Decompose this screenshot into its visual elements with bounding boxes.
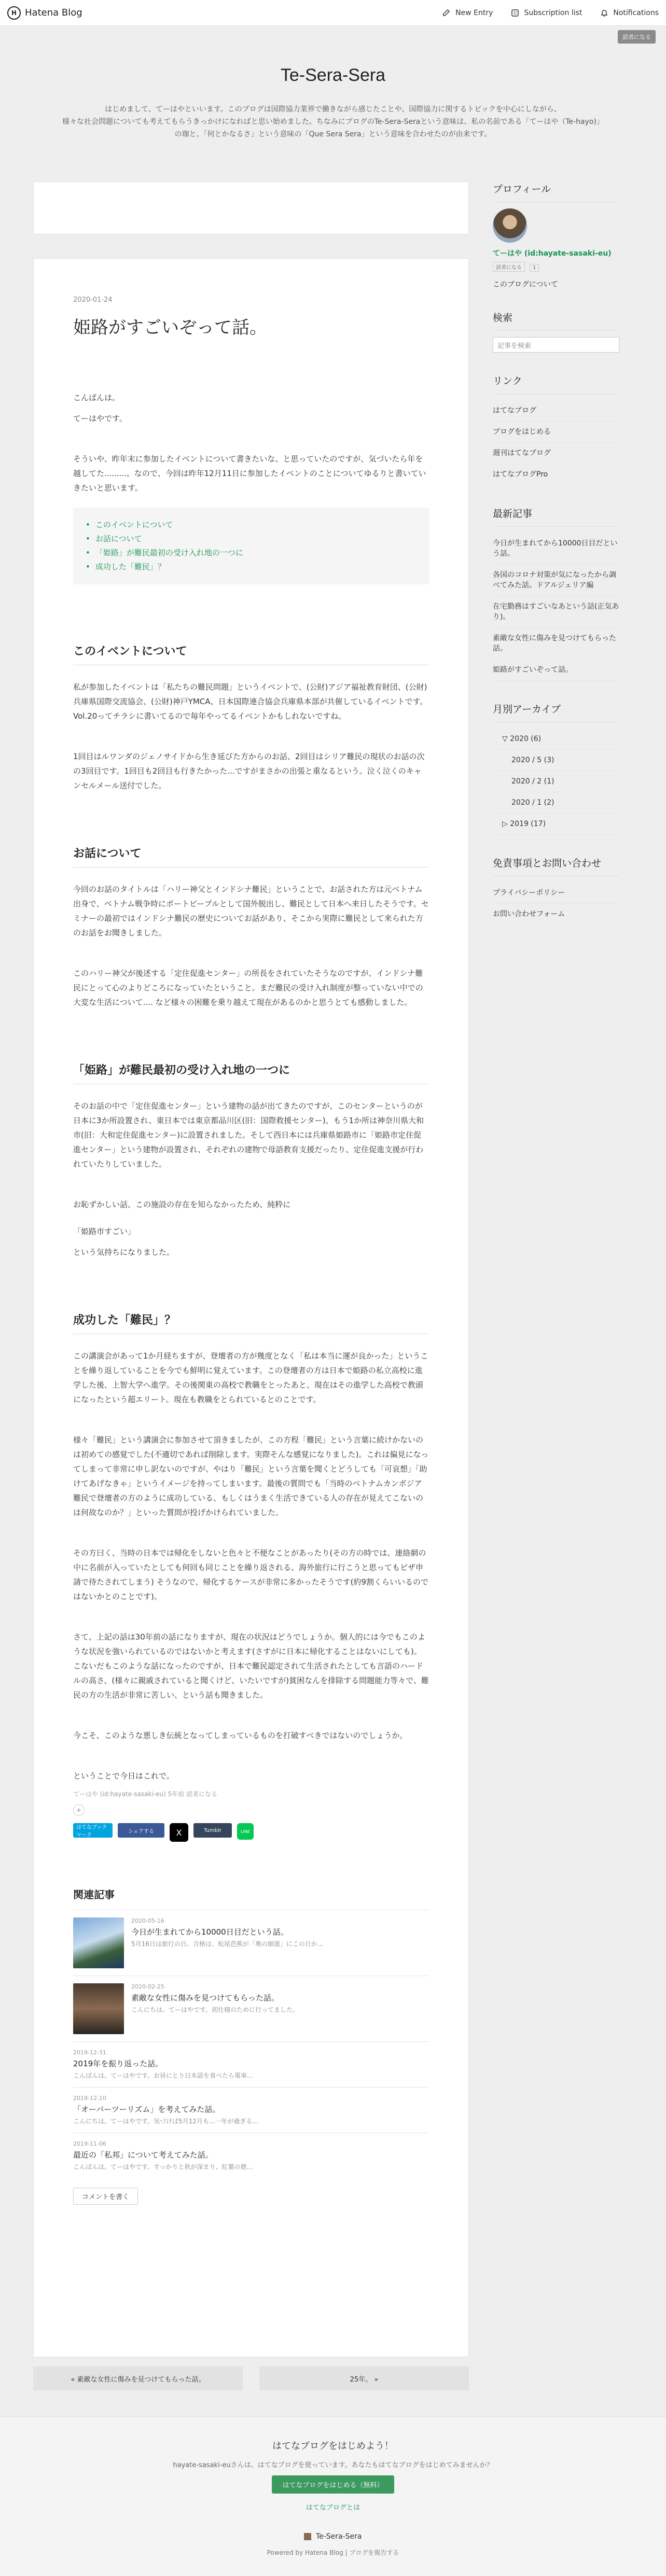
recent-entry-link[interactable]: 姫路がすごいぞって話。 — [493, 660, 619, 681]
entry-footer-meta[interactable]: てーはや (id:hayate-sasaki-eu) 5年前 読者になる — [73, 1790, 218, 1798]
about-hatena-link[interactable]: はてなブログとは — [306, 2504, 360, 2512]
related-entries-title: 関連記事 — [73, 1888, 115, 1901]
section-heading: 「姫路」が難民最初の受け入れ地の一つに — [73, 1061, 429, 1084]
sidebar-link[interactable]: ブログをはじめる — [493, 422, 619, 443]
footer-blog-title: Te-Sera-Sera — [315, 2532, 362, 2541]
notifications-link[interactable] — [600, 8, 659, 18]
archive-month[interactable]: 2020 / 2 (1) — [493, 771, 619, 792]
toc-link[interactable]: このイベントについて — [95, 520, 173, 529]
new-entry-label: New Entry — [455, 8, 493, 17]
subscription-label: Subscription list — [524, 8, 582, 17]
paragraph: てーはやです。 — [73, 414, 127, 423]
archive-year[interactable]: ▽ 2020 (6) — [493, 729, 619, 750]
paragraph: そういや、昨年末に参加したイベントについて書きたいな、と思っていたのですが、気づいたら年を越してた.........。なので、今回は昨年12月11日に参加したイベントのことについてゆるりと書いていきたいと思います。 — [73, 454, 426, 493]
blog-favicon-icon — [304, 2533, 311, 2540]
paragraph: 私が参加したイベントは「私たちの難民問題」というイベントで、(公財)アジア福祉教育財団、(公財)兵庫県国際交流協会、(公財)神戸YMCA、日本国際連合協会兵庫県本部が共催しているイベントです。Vol.20ってチラシに書いてるので毎年やってるイベントかもしれないですね。 — [73, 682, 428, 721]
related-thumbnail — [73, 1983, 124, 2034]
paragraph: その方曰く、当時の日本では帰化をしないと色々と不便なことがあったり(その方の時では、連絡網の中に名前が入っていたとしても何回も同じことを繰り返される、海外旅行に行こうと思ってもビザ申請で待たされてしまう) そうなので、帰化するケースが非常に多かったそうです(約9割くらいいるのではないかとのことです)。 — [73, 1548, 428, 1601]
entry-date[interactable]: 2020-01-24 — [73, 296, 113, 304]
subscription-icon — [510, 8, 520, 18]
pager — [33, 2367, 469, 2390]
bottom-cta — [0, 2416, 666, 2576]
new-entry-link[interactable] — [442, 8, 493, 18]
section-heading: このイベントについて — [73, 642, 429, 665]
module-title: 検索 — [493, 310, 619, 331]
related-date: 2019-11-06 — [73, 2140, 106, 2147]
blog-description-line: の珈と、「何とかなるさ」という意味の「Que Sera Sera」という意味を合わせたのが由来です。 — [174, 130, 492, 138]
reader-button[interactable]: 読者になる — [618, 30, 656, 44]
cta-title: はてなブログをはじめよう！ — [272, 2441, 394, 2452]
blog-description-line: はじめまして、てーはやといいます。このブログは国際協力業界で働きながら感じたことや、国際協力に関するトピックを中心にしながら、 — [105, 105, 561, 114]
archive-month[interactable]: 2020 / 1 (2) — [493, 792, 619, 814]
section-heading: お話について — [73, 845, 429, 867]
x-share-button[interactable]: X — [170, 1823, 188, 1842]
notifications-label: Notifications — [613, 8, 659, 17]
facebook-share-button[interactable]: シェアする — [118, 1823, 164, 1838]
related-summary: こんにちは。てーはやです。初仕様のために行ってました。 — [131, 2006, 299, 2013]
toc-link[interactable]: 「姫路」が難民最初の受け入れ地の一つに — [95, 548, 243, 557]
related-date: 2020-05-16 — [131, 1917, 164, 1924]
paragraph: この講演会があって1か月経ちますが、登壇者の方が幾度となく「私は本当に運が良かった」ということを繰り返していることを今でも鮮明に覚えています。この登壇者の方は日本で姫路の私立高校に進学した後、上智大学へ進学。その後関東の高校で教職をとったあと、現在はその進学した高校で教頭になったという超エリート。現在も教職をとられているとのことです。 — [73, 1351, 428, 1404]
related-entry[interactable] — [73, 1910, 429, 1976]
paragraph: お恥ずかしい話、この施設の存在を知らなかったため、純粋に — [73, 1200, 291, 1209]
cta-subtitle: hayate-sasaki-euさんは、はてなブログを使っています。あなたもはてなブログをはじめてみませんか？ — [173, 2461, 493, 2469]
entry-title[interactable]: 姫路がすごいぞって話。 — [73, 317, 267, 338]
archive-month[interactable]: 2020 / 5 (3) — [493, 750, 619, 771]
sidebar-link[interactable]: 週刊はてなブログ — [493, 443, 619, 464]
disclaimer-module — [493, 856, 619, 925]
write-comment-button[interactable]: コメントを書く — [73, 2188, 138, 2205]
hatena-bookmark-button[interactable]: はてなブックマーク — [73, 1823, 113, 1838]
paragraph: 「姫路市すごい」 — [73, 1227, 136, 1236]
related-entry[interactable] — [73, 2133, 429, 2178]
related-date: 2019-12-31 — [73, 2049, 106, 2056]
toc-link[interactable]: 成功した「難民」？ — [95, 562, 165, 571]
archive-module — [493, 702, 619, 835]
module-title: 月別アーカイブ — [493, 702, 619, 722]
top-bar — [0, 0, 666, 26]
blog-title[interactable]: Te-Sera-Sera — [280, 65, 386, 85]
related-entry[interactable] — [73, 2041, 429, 2087]
related-summary: こんばんは。てーはやです。お昼にとり日本語を食べたら電車... — [73, 2072, 253, 2079]
hatena-logo-icon: H — [7, 6, 21, 20]
recent-entry-link[interactable]: 在宅勤務はすごいなあという話(正気あり)。 — [493, 596, 619, 628]
related-thumbnail — [73, 1917, 124, 1968]
module-title: 最新記事 — [493, 506, 619, 527]
paragraph: という気持ちになりました。 — [73, 1248, 175, 1257]
module-title: プロフィール — [493, 181, 619, 202]
sidebar — [493, 181, 619, 946]
ad-placeholder — [33, 181, 469, 234]
hatena-blog-logo[interactable] — [7, 6, 82, 20]
blog-description-line: 様々な社会問題についても考えてもらうきっかけになればと思い始めました。ちなみにブログのTe-Sera-Seraという意味は、私の名前である「てーはや（Te-hayo)」 — [62, 118, 604, 126]
next-entry-link[interactable]: 25年。 » — [259, 2367, 469, 2390]
related-entries-list — [73, 1910, 429, 2178]
search-input[interactable] — [493, 337, 619, 353]
table-of-contents — [73, 508, 429, 584]
module-title: 免責事項とお問い合わせ — [493, 856, 619, 876]
share-buttons — [73, 1823, 429, 1842]
toc-item — [86, 518, 417, 532]
entry-body — [73, 390, 429, 1783]
search-module — [493, 310, 619, 353]
paragraph: そのお話の中で「定住促進センター」という建物の話が出てきたのですが、このセンターというのが日本に3か所設置され、東日本では東京都品川区(旧：国際救援センター)、もう1か所は神奈川県大和市(旧：大和定住促進センター)に設置されました。そして西日本には兵庫県姫路市に「姫路市定住促進センター」という建物が設置され、それぞれの建物で母語教育支援だったり、定住促進支援が行われていたりしていました。 — [73, 1101, 424, 1169]
related-title[interactable]: 最近の「私邦」について考えてみた話。 — [73, 2150, 213, 2160]
privacy-policy-link[interactable]: プライバシーポリシー — [493, 883, 619, 904]
toc-item — [86, 546, 417, 560]
paragraph: 今回のお話のタイトルは「ハリー神父とインドシナ難民」ということで、お話された方は元ベトナム出身で、ベトナム戦争時にボートピープルとして国外脱出し、難民として日本へ来日したそうです。セミナーの最初ではインドシナ難民の歴史についてお話があり、そこから実際に難民として来られた方のお話をお聞きしました。 — [73, 885, 429, 937]
powered-by[interactable]: Powered by Hatena Blog | ブログを報告する — [267, 2549, 399, 2556]
related-title[interactable]: 2019年を振り返った話。 — [73, 2059, 163, 2068]
paragraph: こんばんは。 — [73, 393, 120, 402]
module-title: リンク — [493, 373, 619, 394]
prev-entry-link[interactable]: « 素敵な女性に傷みを見つけてもらった話。 — [33, 2367, 243, 2390]
start-blog-button[interactable]: はてなブログをはじめる（無料） — [272, 2475, 394, 2494]
related-title[interactable]: 素敵な女性に傷みを見つけてもらった話。 — [131, 1993, 280, 2003]
profile-module — [493, 181, 619, 289]
toc-item — [86, 560, 417, 574]
related-title[interactable]: 「オーバーツーリズム」を考えてみた話。 — [73, 2105, 220, 2114]
avatar[interactable] — [493, 208, 527, 243]
contact-form-link[interactable]: お問い合わせフォーム — [493, 904, 619, 925]
add-tag-button[interactable]: + — [73, 1804, 85, 1816]
reader-badge[interactable]: 読者になる — [493, 262, 525, 272]
blog-description — [9, 103, 657, 141]
recent-entry-link[interactable]: 各国のコロナ対策が気になったから調べてみた話。ドアルジェリア編 — [493, 565, 619, 596]
sidebar-link[interactable]: はてなブログPro — [493, 464, 619, 485]
related-title[interactable]: 今日が生まれてから10000日目だという話。 — [131, 1927, 288, 1937]
related-summary: 5月16日は旅行の日。合格は、松尾芭蕉が「奥の細道」にこの日か... — [131, 1940, 324, 1948]
about-blog-link[interactable]: このブログについて — [493, 281, 558, 289]
reader-count: 1 — [530, 264, 539, 272]
links-module — [493, 373, 619, 485]
related-entry[interactable] — [73, 2087, 429, 2133]
recent-entry-link[interactable]: 今日が生まれてから10000日目だという話。 — [493, 533, 619, 565]
related-date: 2019-12-10 — [73, 2095, 106, 2102]
search-placeholder: 記事を検索 — [497, 342, 532, 350]
footer-blog-name[interactable] — [0, 2532, 666, 2541]
paragraph: さて、上記の話は30年前の話になりますが、現在の状況はどうでしょうか。個人的には今でもこのような状況を強いられているのではないかと考えます(さすがに日本に帰化することはないにしても)。こないだもこのような話になったのですが、日本で難民認定されて生活されたとしても言語のハードルの高さ、(様々に親戚されていると聞くけど、いたいですが)貧困なんを排除する問題能力等々で、難民の方の生活が非常に苦しい、という話も聞きました。 — [73, 1632, 429, 1700]
line-share-button[interactable]: LINE — [237, 1823, 254, 1840]
logo-text: Hatena Blog — [25, 7, 82, 18]
profile-name[interactable]: てーはや (id:hayate-sasaki-eu) — [493, 249, 612, 258]
related-summary: こんにちは。てーはやです。気づけば5月12月も...一年が過ぎる... — [73, 2118, 258, 2125]
tumblr-share-button[interactable]: Tumblr — [193, 1823, 232, 1838]
related-entry[interactable] — [73, 1976, 429, 2041]
paragraph: 今こそ、このような悪しき伝統となってしまっているものを打破すべきではないのでしょうか。 — [73, 1731, 408, 1740]
subscription-list-link[interactable] — [510, 8, 582, 18]
sidebar-link[interactable]: はてなブログ — [493, 400, 619, 422]
paragraph: このハリー神父が後述する「定住促進センター」の所長をされていたそうなのですが、インドシナ難民にとって心のよりどころになっていたということ。まだ難民の受け入れ制度が整っていない中での大変な生活について.... など様々の困難を乗り越えて現在があるのかと思うとても感動しました。 — [73, 969, 423, 1007]
main-column — [33, 181, 469, 2357]
paragraph: 様々「難民」という講演会に参加させて頂きましたが、この方程「難民」という言葉に続けかないのは初めての感覚でした(不適切であれば削除します。実際そんな感覚になりました)。これは偏見になってしまって非常に申し訳ないのですが、やはり「難民」という言葉を聞くとどうしても「可哀想」「助けてあげなきゃ」というイメージを持ってしまいます。最後の質問でも「当時のベトナムカンボジア難民で登壇者の方のように成功している、もしくはうまく生活できている人の存在が見えてこないのは何故なのか？」といった質問が投げかけられていました。 — [73, 1435, 429, 1517]
pencil-icon — [442, 8, 451, 18]
recent-entry-link[interactable]: 素敵な女性に傷みを見つけてもらった話。 — [493, 628, 619, 660]
toc-link[interactable]: お話について — [95, 534, 142, 543]
article — [33, 258, 469, 2357]
paragraph: 1回目はルワンダのジェノサイドから生き延びた方からのお話、2回目はシリア難民の現状のお話の次の3回目です。1回目も2回目も行きたかった...ですがまさかの出張と重なるという。泣く泣くのキャンセルメール送付でした。 — [73, 752, 425, 790]
paragraph: ということで今日はこれで。 — [73, 1771, 174, 1781]
bell-icon — [600, 8, 609, 18]
blog-header — [0, 26, 666, 181]
section-heading: 成功した「難民」？ — [73, 1311, 429, 1334]
related-summary: こんばんは。てーはやです。すっかりと秋が深まり、紅葉の便... — [73, 2163, 253, 2171]
recent-entries-module — [493, 506, 619, 681]
toc-item — [86, 532, 417, 546]
archive-year[interactable]: ▷ 2019 (17) — [493, 814, 619, 835]
related-date: 2020-02-25 — [131, 1983, 164, 1990]
